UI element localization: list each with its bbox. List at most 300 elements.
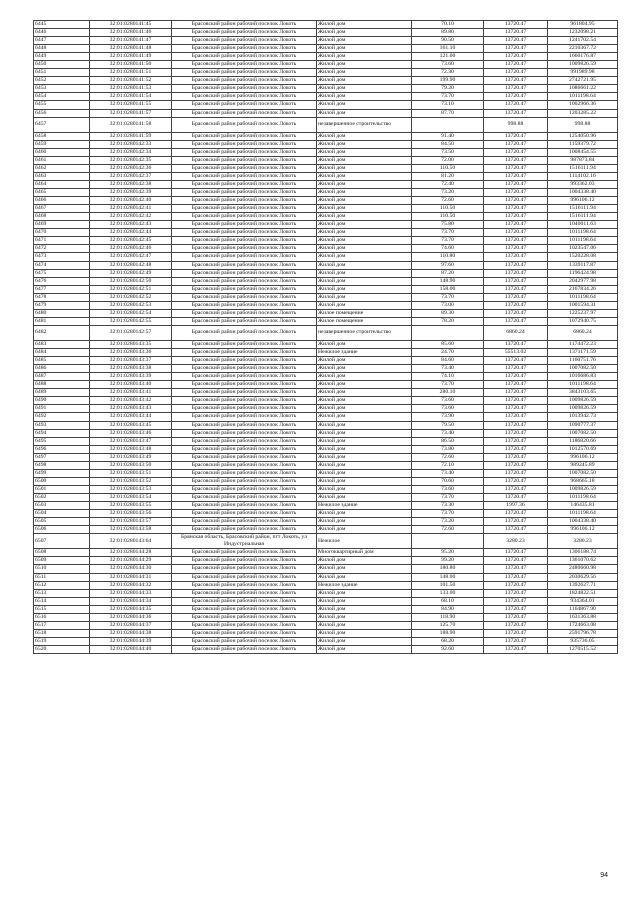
- cell-cadastral-value: 935736.05: [548, 637, 618, 645]
- cell-row-number: 6466: [34, 197, 90, 205]
- cell-area: 180.80: [412, 565, 484, 573]
- cell-unit-value: 13720.47: [484, 477, 548, 485]
- table-row: [34, 549, 618, 557]
- cell-cadastral-number: 32:01:0280143:44: [90, 413, 172, 421]
- cell-area: 188.90: [412, 629, 484, 637]
- cell-area: 110.50: [412, 205, 484, 213]
- cell-object-type: Жилой дом: [317, 557, 412, 565]
- cell-row-number: 6508: [34, 549, 90, 557]
- cell-row-number: 6516: [34, 613, 90, 621]
- cell-address: Брасовский район рабочий поселок Локоть: [172, 53, 317, 61]
- cell-unit-value: 13720.47: [484, 581, 548, 589]
- cell-address: Брасовский район рабочий поселок Локоть: [172, 413, 317, 421]
- cell-row-number: 6456: [34, 109, 90, 117]
- cell-object-type: Жилой дом: [317, 510, 412, 518]
- cell-unit-value: 55513.02: [484, 349, 548, 357]
- table-row: [34, 181, 618, 189]
- cell-address: Брасовский район рабочий поселок Локоть: [172, 37, 317, 45]
- cell-object-type: Жилой дом: [317, 381, 412, 389]
- cell-cadastral-value: 1174472.23: [548, 341, 618, 349]
- cell-area: 73.80: [412, 445, 484, 453]
- cell-row-number: 6481: [34, 317, 90, 325]
- cell-unit-value: 13720.47: [484, 413, 548, 421]
- cell-object-type: Жилой дом: [317, 77, 412, 85]
- cell-unit-value: 13720.47: [484, 132, 548, 140]
- cell-address: Брасовский район рабочий поселок Локоть: [172, 69, 317, 77]
- cell-row-number: 6490: [34, 397, 90, 405]
- cell-row-number: 6502: [34, 493, 90, 501]
- cell-area: 97.60: [412, 261, 484, 269]
- cell-object-type: Жилой дом: [317, 365, 412, 373]
- table-row: [34, 69, 618, 77]
- cell-row-number: 6496: [34, 445, 90, 453]
- cell-row-number: 6461: [34, 156, 90, 164]
- cell-unit-value: 13720.47: [484, 613, 548, 621]
- cell-cadastral-number: 32:01:0280142:48: [90, 261, 172, 269]
- cell-area: 73.70: [412, 237, 484, 245]
- cell-unit-value: 13720.47: [484, 237, 548, 245]
- cell-area: 73.30: [412, 502, 484, 510]
- cell-address: Брасовский район рабочий поселок Локоть: [172, 164, 317, 172]
- cell-address: Брасовский район рабочий поселок Локоть: [172, 213, 317, 221]
- cell-object-type: Жилой дом: [317, 277, 412, 285]
- table-row: [34, 405, 618, 413]
- cell-cadastral-value: 1631363.88: [548, 613, 618, 621]
- cell-address: Брасовский район рабочий поселок Локоть: [172, 589, 317, 597]
- cell-cadastral-value: 1072940.75: [548, 317, 618, 325]
- cell-cadastral-value: 934364.01: [548, 597, 618, 605]
- cell-row-number: 6470: [34, 229, 90, 237]
- cell-address: Брасовский район рабочий поселок Локоть: [172, 197, 317, 205]
- cell-address: Брасовский район рабочий поселок Локоть: [172, 132, 317, 140]
- cell-row-number: 6504: [34, 510, 90, 518]
- table-row: [34, 101, 618, 109]
- cell-address: Брасовский район рабочий поселок Локоть: [172, 117, 317, 132]
- cell-cadastral-number: 32:01:0280143:40: [90, 381, 172, 389]
- cell-unit-value: 13720.47: [484, 645, 548, 653]
- cell-unit-value: 13720.47: [484, 341, 548, 349]
- cell-cadastral-value: 2591796.78: [548, 629, 618, 637]
- cell-cadastral-number: 32:01:0280143:45: [90, 421, 172, 429]
- table-row: [34, 373, 618, 381]
- cell-cadastral-value: 1114102.16: [548, 172, 618, 180]
- cell-area: 84.50: [412, 140, 484, 148]
- cell-area: 74.10: [412, 373, 484, 381]
- cell-cadastral-number: 32:01:0280143:51: [90, 469, 172, 477]
- cell-unit-value: 13720.47: [484, 253, 548, 261]
- table-row: [34, 77, 618, 85]
- cell-area: 73.70: [412, 93, 484, 101]
- cell-object-type: Жилой дом: [317, 253, 412, 261]
- cell-unit-value: 13720.47: [484, 621, 548, 629]
- cell-address: Брасовский район рабочий поселок Локоть: [172, 581, 317, 589]
- table-row: [34, 485, 618, 493]
- cell-unit-value: 3280.23: [484, 534, 548, 549]
- cell-address: Брасовский район рабочий поселок Локоть: [172, 397, 317, 405]
- cell-unit-value: 13720.47: [484, 277, 548, 285]
- cell-cadastral-value: 1254050.96: [548, 132, 618, 140]
- cell-row-number: 6480: [34, 309, 90, 317]
- cell-cadastral-value: 2210367.72: [548, 45, 618, 53]
- cell-row-number: 6446: [34, 29, 90, 37]
- cell-cadastral-number: 32:01:0280142:36: [90, 164, 172, 172]
- cell-object-type: Жилой дом: [317, 45, 412, 53]
- cell-object-type: Жилой дом: [317, 413, 412, 421]
- cell-address: Брасовский район рабочий поселок Локоть: [172, 510, 317, 518]
- cell-address: Брасовский район рабочий поселок Локоть: [172, 637, 317, 645]
- table-row: [34, 253, 618, 261]
- cell-cadastral-value: 1002966.36: [548, 101, 618, 109]
- table-row: [34, 293, 618, 301]
- cell-row-number: 6459: [34, 140, 90, 148]
- table-row: [34, 429, 618, 437]
- cell-cadastral-number: 32:01:0280142:40: [90, 197, 172, 205]
- table-row: [34, 477, 618, 485]
- cell-cadastral-value: 1009826.59: [548, 485, 618, 493]
- cell-cadastral-value: 1225237.97: [548, 309, 618, 317]
- cell-object-type: Жилой дом: [317, 213, 412, 221]
- cell-row-number: 6458: [34, 132, 90, 140]
- cell-object-type: Жилой дом: [317, 85, 412, 93]
- cell-address: Брасовский район рабочий поселок Локоть: [172, 205, 317, 213]
- cell-row-number: 6452: [34, 77, 90, 85]
- cell-area: 95.20: [412, 549, 484, 557]
- cell-cadastral-value: 996106.12: [548, 453, 618, 461]
- cell-object-type: Жилой дом: [317, 148, 412, 156]
- table-row: [34, 277, 618, 285]
- cell-row-number: 6457: [34, 117, 90, 132]
- cell-address: Брасовский район рабочий поселок Локоть: [172, 85, 317, 93]
- cell-cadastral-value: 1040011.63: [548, 221, 618, 229]
- cell-cadastral-value: 1516111.94: [548, 213, 618, 221]
- cell-unit-value: 13720.47: [484, 405, 548, 413]
- cell-object-type: Жилой дом: [317, 518, 412, 526]
- cell-object-type: Жилой дом: [317, 140, 412, 148]
- cell-area: 78.20: [412, 317, 484, 325]
- cell-row-number: 6454: [34, 93, 90, 101]
- cell-cadastral-value: 1011198.64: [548, 93, 618, 101]
- cell-area: 91.40: [412, 132, 484, 140]
- cell-cadastral-number: 32:01:0280142:45: [90, 237, 172, 245]
- cell-cadastral-value: 1004338.40: [548, 189, 618, 197]
- cell-area: 87.70: [412, 109, 484, 117]
- cell-row-number: 6486: [34, 365, 90, 373]
- cell-object-type: Жилой дом: [317, 373, 412, 381]
- cell-object-type: Жилой дом: [317, 293, 412, 301]
- cell-unit-value: 13720.47: [484, 565, 548, 573]
- table-row: [34, 397, 618, 405]
- cell-cadastral-number: 32:01:0280142:55: [90, 317, 172, 325]
- cell-cadastral-value: 1196424.98: [548, 269, 618, 277]
- cell-cadastral-number: 32:01:0280142:35: [90, 156, 172, 164]
- cell-address: Брасовский район рабочий поселок Локоть: [172, 325, 317, 340]
- cell-cadastral-number: 32:01:0280142:43: [90, 221, 172, 229]
- cell-address: Брасовский район рабочий поселок Локоть: [172, 61, 317, 69]
- cell-address: Брасовский район рабочий поселок Локоть: [172, 277, 317, 285]
- cell-row-number: 6472: [34, 245, 90, 253]
- cell-area: 72.40: [412, 181, 484, 189]
- cell-object-type: Жилой дом: [317, 437, 412, 445]
- cell-object-type: Жилой дом: [317, 132, 412, 140]
- cell-row-number: 6476: [34, 277, 90, 285]
- cell-row-number: 6447: [34, 37, 90, 45]
- cell-object-type: Жилой дом: [317, 93, 412, 101]
- cell-area: 73.40: [412, 469, 484, 477]
- cell-address: Брасовский район рабочий поселок Локоть: [172, 341, 317, 349]
- cell-object-type: Жилой дом: [317, 37, 412, 45]
- cell-row-number: 6465: [34, 189, 90, 197]
- cell-cadastral-number: 32:01:0280142:54: [90, 309, 172, 317]
- cell-unit-value: 13720.47: [484, 45, 548, 53]
- cell-cadastral-number: 32:01:0280143:53: [90, 485, 172, 493]
- table-row: [34, 61, 618, 69]
- table-row: [34, 565, 618, 573]
- cell-area: 280.10: [412, 389, 484, 397]
- cell-cadastral-number: 32:01:0280142:33: [90, 140, 172, 148]
- cell-cadastral-number: 32:01:0280143:55: [90, 502, 172, 510]
- cell-object-type: Жилой дом: [317, 21, 412, 29]
- cell-object-type: Жилой дом: [317, 301, 412, 309]
- table-row: [34, 213, 618, 221]
- cell-object-type: Жилой дом: [317, 526, 412, 534]
- cell-object-type: Жилой дом: [317, 429, 412, 437]
- cell-cadastral-value: 1023547.06: [548, 245, 618, 253]
- cell-address: Брасовский район рабочий поселок Локоть: [172, 502, 317, 510]
- cell-row-number: 6507: [34, 534, 90, 549]
- cell-unit-value: 13720.47: [484, 172, 548, 180]
- cell-row-number: 6512: [34, 581, 90, 589]
- cell-cadastral-value: 1186820.66: [548, 437, 618, 445]
- cell-row-number: 6519: [34, 637, 90, 645]
- cell-object-type: Жилой дом: [317, 164, 412, 172]
- cell-address: Брасовский район рабочий поселок Локоть: [172, 613, 317, 621]
- table-row: [34, 117, 618, 132]
- table-row: [34, 156, 618, 164]
- cell-cadastral-number: 32:01:0280142:50: [90, 277, 172, 285]
- cell-object-type: Жилой дом: [317, 629, 412, 637]
- cell-address: Брасовский район рабочий поселок Локоть: [172, 629, 317, 637]
- cell-cadastral-number: 32:01:0280141:52: [90, 77, 172, 85]
- cell-area: 72.00: [412, 156, 484, 164]
- cell-cadastral-number: 32:01:0280143:43: [90, 405, 172, 413]
- cell-unit-value: 13720.47: [484, 181, 548, 189]
- cell-cadastral-value: 968665.18: [548, 477, 618, 485]
- cell-cadastral-number: 32:01:0280142:47: [90, 253, 172, 261]
- cell-cadastral-value: 1013942.73: [548, 413, 618, 421]
- table-row: [34, 557, 618, 565]
- cell-object-type: Жилой дом: [317, 397, 412, 405]
- cell-row-number: 6462: [34, 164, 90, 172]
- cell-object-type: Нежилое здание: [317, 502, 412, 510]
- cell-cadastral-value: 2030629.56: [548, 573, 618, 581]
- cell-unit-value: 13720.47: [484, 429, 548, 437]
- table-row: [34, 261, 618, 269]
- cell-area: 73.60: [412, 61, 484, 69]
- cell-row-number: 6505: [34, 518, 90, 526]
- table-row: [34, 140, 618, 148]
- table-row: [34, 197, 618, 205]
- cell-unit-value: 13720.47: [484, 205, 548, 213]
- cell-cadastral-value: 1159379.72: [548, 140, 618, 148]
- cell-object-type: Жилой дом: [317, 453, 412, 461]
- cell-address: Брасовский район рабочий поселок Локоть: [172, 421, 317, 429]
- cell-address: Брасовский район рабочий поселок Локоть: [172, 101, 317, 109]
- cell-area: 72.30: [412, 69, 484, 77]
- table-row: [34, 389, 618, 397]
- cell-area: 73.70: [412, 293, 484, 301]
- cell-unit-value: 13720.47: [484, 469, 548, 477]
- cell-object-type: Жилой дом: [317, 445, 412, 453]
- cell-address: Брасовский район рабочий поселок Локоть: [172, 565, 317, 573]
- cell-object-type: Нежилое здание: [317, 581, 412, 589]
- cell-object-type: Жилой дом: [317, 461, 412, 469]
- cell-area: 72.60: [412, 526, 484, 534]
- cell-cadastral-number: 32:01:0280143:50: [90, 461, 172, 469]
- cell-cadastral-number: 32:01:0280143:64: [90, 534, 172, 549]
- cell-unit-value: 13720.47: [484, 357, 548, 365]
- cell-cadastral-value: 1007082.50: [548, 365, 618, 373]
- cell-area: 148.00: [412, 573, 484, 581]
- cell-unit-value: 13720.47: [484, 109, 548, 117]
- cell-row-number: 6450: [34, 61, 90, 69]
- cell-cadastral-value: 1241702.54: [548, 37, 618, 45]
- table-row: [34, 589, 618, 597]
- cell-row-number: 6463: [34, 172, 90, 180]
- cell-address: Брасовский район рабочий поселок Локоть: [172, 389, 317, 397]
- cell-unit-value: 1997.36: [484, 502, 548, 510]
- cell-address: Брасовский район рабочий поселок Локоть: [172, 605, 317, 613]
- cell-cadastral-number: 32:01:0280142:41: [90, 205, 172, 213]
- cell-unit-value: 13720.47: [484, 381, 548, 389]
- cell-cadastral-value: 996106.12: [548, 526, 618, 534]
- cell-unit-value: 13720.47: [484, 549, 548, 557]
- cell-area: 86.50: [412, 437, 484, 445]
- cell-unit-value: 13720.47: [484, 85, 548, 93]
- cell-area: 70.60: [412, 477, 484, 485]
- cell-address: Брасовский район рабочий поселок Локоть: [172, 93, 317, 101]
- cell-unit-value: 13720.47: [484, 229, 548, 237]
- cell-row-number: 6449: [34, 53, 90, 61]
- cell-area: 75.80: [412, 221, 484, 229]
- cell-area: 84.60: [412, 357, 484, 365]
- cell-unit-value: 13720.47: [484, 61, 548, 69]
- cell-cadastral-number: 32:01:0280142:52: [90, 293, 172, 301]
- table-row: [34, 518, 618, 526]
- cell-area: 90.50: [412, 37, 484, 45]
- cell-cadastral-value: 1011198.64: [548, 381, 618, 389]
- cell-address: Брасовский район рабочий поселок Локоть: [172, 301, 317, 309]
- cell-address: Брасовский район рабочий поселок Локоть: [172, 189, 317, 197]
- cell-cadastral-value: 2742721.95: [548, 77, 618, 85]
- cell-cadastral-value: 6860.24: [548, 325, 618, 340]
- cell-address: Брасовский район рабочий поселок Локоть: [172, 445, 317, 453]
- cell-cadastral-value: 1011198.64: [548, 293, 618, 301]
- cell-unit-value: 13720.47: [484, 397, 548, 405]
- cell-cadastral-number: 32:01:0280141:49: [90, 53, 172, 61]
- cell-cadastral-value: 987873.84: [548, 156, 618, 164]
- cell-cadastral-number: 32:01:0280144:31: [90, 573, 172, 581]
- cell-cadastral-number: 32:01:0280144:30: [90, 565, 172, 573]
- table-row: [34, 445, 618, 453]
- cell-unit-value: 13720.47: [484, 637, 548, 645]
- cell-unit-value: 13720.47: [484, 140, 548, 148]
- cell-object-type: Нежилое: [317, 534, 412, 549]
- cell-area: 99.20: [412, 557, 484, 565]
- cell-object-type: незавершенное строительство: [317, 325, 412, 340]
- cell-object-type: Жилой дом: [317, 101, 412, 109]
- cell-cadastral-number: 32:01:0280143:48: [90, 445, 172, 453]
- cell-cadastral-value: 1090777.37: [548, 421, 618, 429]
- cell-address: Брасовский район рабочий поселок Локоть: [172, 557, 317, 565]
- cell-unit-value: 6860.24: [484, 325, 548, 340]
- cell-cadastral-number: 32:01:0280143:42: [90, 397, 172, 405]
- cell-cadastral-value: 989245.89: [548, 461, 618, 469]
- cell-area: 73.70: [412, 381, 484, 389]
- cell-cadastral-number: 32:01:0280144:29: [90, 557, 172, 565]
- cell-address: Брасовский район рабочий поселок Локоть: [172, 317, 317, 325]
- table-row: [34, 469, 618, 477]
- cell-cadastral-value: 1011198.64: [548, 493, 618, 501]
- cell-cadastral-number: 32:01:0280142:34: [90, 148, 172, 156]
- cell-row-number: 6497: [34, 453, 90, 461]
- table-row: [34, 573, 618, 581]
- cell-address: Брянская область, Брасовский район, пгт Локоть, ул Индустриальная: [172, 534, 317, 549]
- cell-address: Брасовский район рабочий поселок Локоть: [172, 485, 317, 493]
- cell-area: 73.50: [412, 148, 484, 156]
- cell-object-type: незавершенное строительство: [317, 117, 412, 132]
- cell-address: Брасовский район рабочий поселок Локоть: [172, 109, 317, 117]
- cell-unit-value: 13720.47: [484, 148, 548, 156]
- cell-object-type: Жилой дом: [317, 477, 412, 485]
- cell-object-type: Жилой дом: [317, 181, 412, 189]
- cell-cadastral-number: 32:01:0280142:51: [90, 285, 172, 293]
- cell-unit-value: 13720.47: [484, 453, 548, 461]
- cell-unit-value: 13720.47: [484, 301, 548, 309]
- cell-unit-value: 13720.47: [484, 485, 548, 493]
- cell-row-number: 6489: [34, 389, 90, 397]
- cell-object-type: Жилой дом: [317, 637, 412, 645]
- cell-unit-value: 13720.47: [484, 493, 548, 501]
- cell-object-type: Жилой дом: [317, 573, 412, 581]
- cell-object-type: Жилой дом: [317, 109, 412, 117]
- cell-object-type: Жилой дом: [317, 341, 412, 349]
- cell-unit-value: 13720.47: [484, 77, 548, 85]
- cell-area: 72.60: [412, 197, 484, 205]
- cell-object-type: Жилой дом: [317, 357, 412, 365]
- cell-cadastral-number: 32:01:0280141:45: [90, 21, 172, 29]
- cell-object-type: Жилой дом: [317, 156, 412, 164]
- cell-cadastral-number: 32:01:0280143:49: [90, 453, 172, 461]
- cell-cadastral-number: 32:01:0280143:52: [90, 477, 172, 485]
- cell-cadastral-value: 1007082.50: [548, 469, 618, 477]
- cell-cadastral-number: 32:01:0280142:49: [90, 269, 172, 277]
- cell-area: 81.20: [412, 172, 484, 180]
- cell-cadastral-value: 1011198.64: [548, 510, 618, 518]
- cell-area: 158.00: [412, 285, 484, 293]
- cell-unit-value: 13720.47: [484, 309, 548, 317]
- cell-cadastral-value: 991989.98: [548, 69, 618, 77]
- table-row: [34, 37, 618, 45]
- table-row: [34, 301, 618, 309]
- cell-cadastral-value: 1016686.83: [548, 373, 618, 381]
- table-row: [34, 613, 618, 621]
- cell-address: Брасовский район рабочий поселок Локоть: [172, 597, 317, 605]
- table-row: [34, 621, 618, 629]
- cell-row-number: 6506: [34, 526, 90, 534]
- cell-unit-value: 13720.47: [484, 597, 548, 605]
- cell-cadastral-value: 1203285.22: [548, 109, 618, 117]
- cell-cadastral-number: 32:01:0280141:50: [90, 61, 172, 69]
